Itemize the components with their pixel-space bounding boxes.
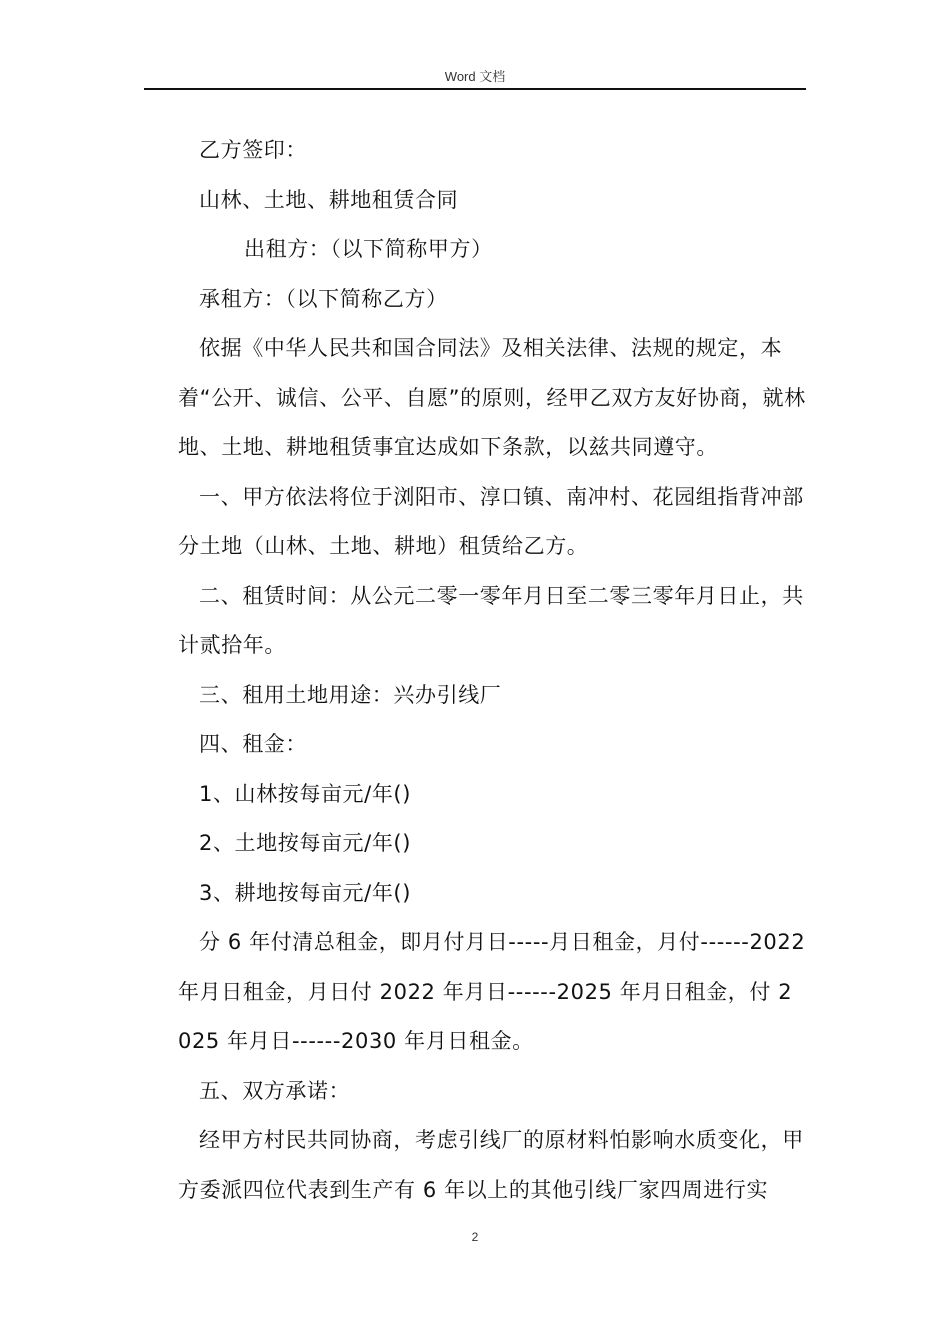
paragraph-lessee: 承租方：（以下简称乙方） <box>199 286 448 311</box>
paragraph-rent-farmland: 3、耕地按每亩元/年() <box>199 880 412 905</box>
paragraph-lessor: 出租方：（以下简称甲方） <box>244 237 493 261</box>
paragraph-payment-schedule: 分 6 年付清总租金，即月付月日-----月日租金，月付------2022 年月日租金，月日付 2022 年月日------2025 年月日租金，付 2025 年月日------2030 年月日租金。 <box>178 930 806 1053</box>
paragraph-clause-5: 五、双方承诺： <box>199 1078 351 1103</box>
page-header: Word 文档 <box>444 69 506 84</box>
paragraph-preamble: 依据《中华人民共和国合同法》及相关法律、法规的规定，本着“公开、诚信、公平、自愿”的原则，经甲乙双方友好协商，就林地、土地、耕地租赁事宜达成如下条款，以兹共同遵守。 <box>178 336 806 459</box>
paragraph-clause-4: 四、租金： <box>199 732 307 756</box>
paragraph-clause-1: 一、甲方依法将位于浏阳市、淳口镇、南冲村、花园组指背冲部分土地（山林、土地、耕地）租赁给乙方。 <box>178 484 804 558</box>
page-number: 2 <box>471 1230 479 1244</box>
paragraph-rent-land: 2、土地按每亩元/年() <box>199 831 412 855</box>
document-body <box>178 126 806 1215</box>
paragraph-party-b-signature: 乙方签印： <box>199 138 307 162</box>
paragraph-commitment: 经甲方村民共同协商，考虑引线厂的原材料怕影响水质变化，甲方委派四位代表到生产有 6 年以上的其他引线厂家四周进行实 <box>178 1128 804 1202</box>
header-divider <box>144 88 806 90</box>
paragraph-rent-forest: 1、山林按每亩元/年() <box>199 781 412 806</box>
paragraph-clause-3: 三、租用土地用途：兴办引线厂 <box>199 682 502 707</box>
paragraph-contract-title: 山林、土地、耕地租赁合同 <box>199 187 459 212</box>
paragraph-clause-2: 二、租赁时间：从公元二零一零年月日至二零三零年月日止，共计贰拾年。 <box>178 583 804 657</box>
